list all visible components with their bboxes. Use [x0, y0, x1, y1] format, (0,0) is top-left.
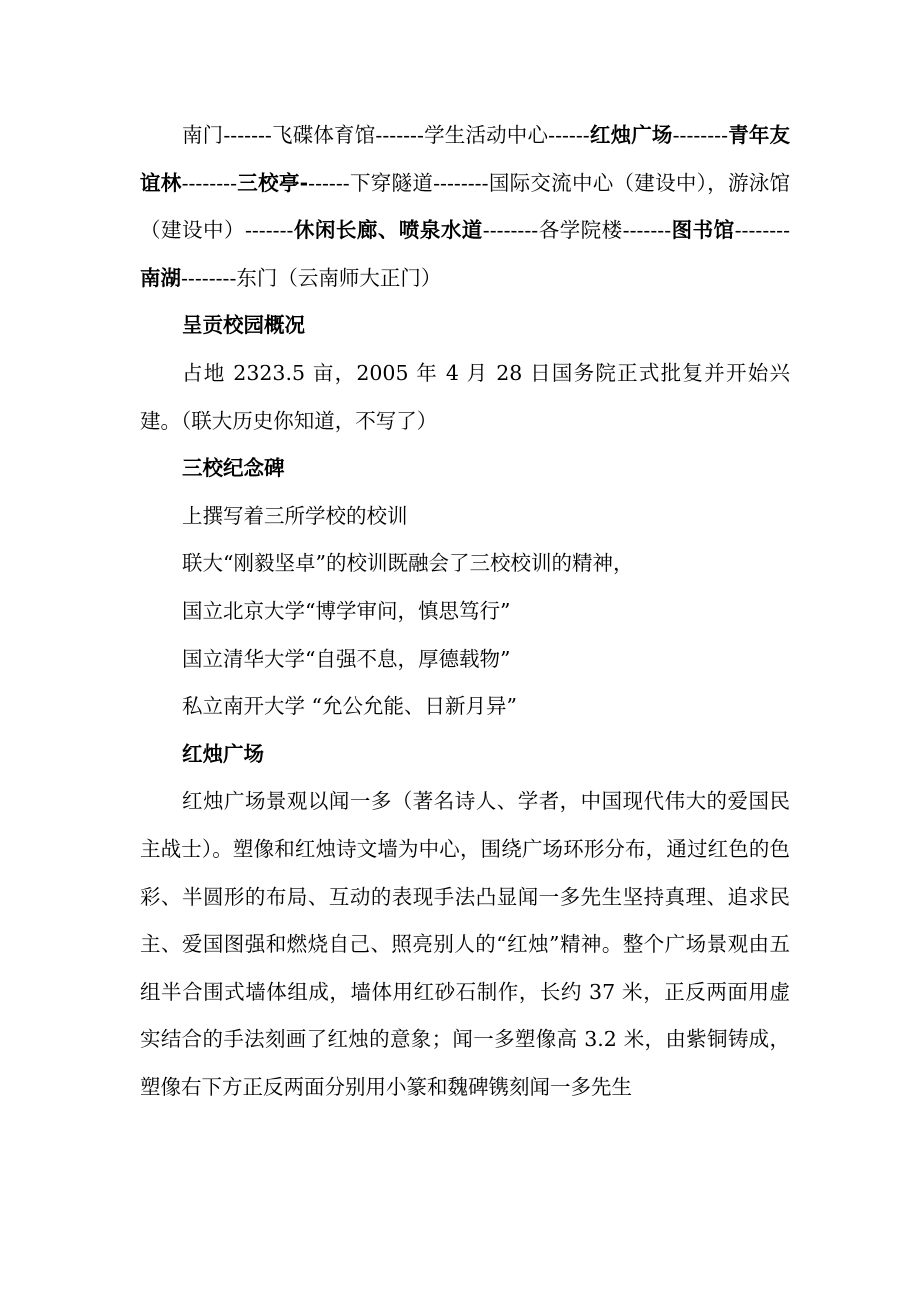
route-stop-bold: 休闲长廊、喷泉水道 [293, 218, 483, 243]
route-stop-bold: 南湖 [140, 265, 181, 290]
route-stop: 各学院楼 [538, 218, 623, 243]
route-connector: ------ [308, 170, 350, 195]
route-stop-bold: 三校亭- [237, 170, 309, 195]
route-stop: 学生活动中心 [423, 123, 549, 147]
candle-square-heading: 红烛广场 [182, 741, 264, 766]
memorial-line: 私立南开大学 “允公允能、日新月异” [182, 694, 517, 719]
route-connector: -------- [181, 265, 237, 290]
route-stop: 飞碟体育馆 [271, 123, 376, 147]
route-connector: ------ [548, 123, 590, 147]
route-connector: -------- [181, 170, 237, 195]
route-stop: 东门（云南师大正门） [236, 265, 442, 290]
route-stop-bold: 图书馆 [671, 218, 735, 243]
route-stop-bold: 红烛广场 [589, 123, 673, 147]
route-stop: 南门 [182, 123, 224, 147]
route-connector: ------- [244, 218, 294, 243]
memorial-line: 国立清华大学“自强不息，厚德载物” [182, 646, 511, 671]
route-stop: 国际交流中心（建设中），游泳馆（建设中） [140, 170, 791, 243]
campus-overview-body: 占地 2323.5 亩，2005 年 4 月 28 日国务院正式批复并开始兴建。（联大历史你知道，不写了） [140, 360, 790, 433]
route-stop-bold: 青年友谊林 [140, 123, 791, 195]
route-connector: -------- [734, 218, 791, 243]
route-paragraph [140, 112, 790, 302]
campus-overview-heading: 呈贡校园概况 [182, 313, 305, 338]
route-connector: ------- [223, 123, 272, 147]
memorial-heading: 三校纪念碑 [182, 456, 285, 481]
route-connector: -------- [672, 123, 729, 147]
memorial-line: 国立北京大学“博学审问，慎思笃行” [182, 598, 511, 623]
route-connector: -------- [482, 218, 539, 243]
candle-square-body: 红烛广场景观以闻一多（著名诗人、学者，中国现代伟大的爱国民主战士）。塑像和红烛诗文墙为中心，围绕广场环形分布，通过红色的色彩、半圆形的布局、互动的表现手法凸显闻一多先生坚持真理、追求民主、爱国图强和燃烧自己、照亮别人的“红烛”精神。整个广场景观由五组半合围式墙体组成，墙体用红砂石制作，长约 37 米，正反两面用虚实结合的手法刻画了红烛的意象；闻一多塑像高 3.2 米，由紫铜铸成，塑像右下方正反两面分别用小篆和魏碑镌刻闻一多先生 [140, 789, 790, 1099]
memorial-line: 联大“刚毅坚卓”的校训既融会了三校校训的精神， [182, 551, 634, 576]
route-stop: 下穿隧道 [349, 170, 434, 195]
document-content [140, 112, 790, 1111]
route-connector: ------- [375, 123, 424, 147]
memorial-line: 上撰写着三所学校的校训 [182, 503, 408, 528]
route-connector: -------- [433, 170, 489, 195]
route-connector: ------- [622, 218, 672, 243]
